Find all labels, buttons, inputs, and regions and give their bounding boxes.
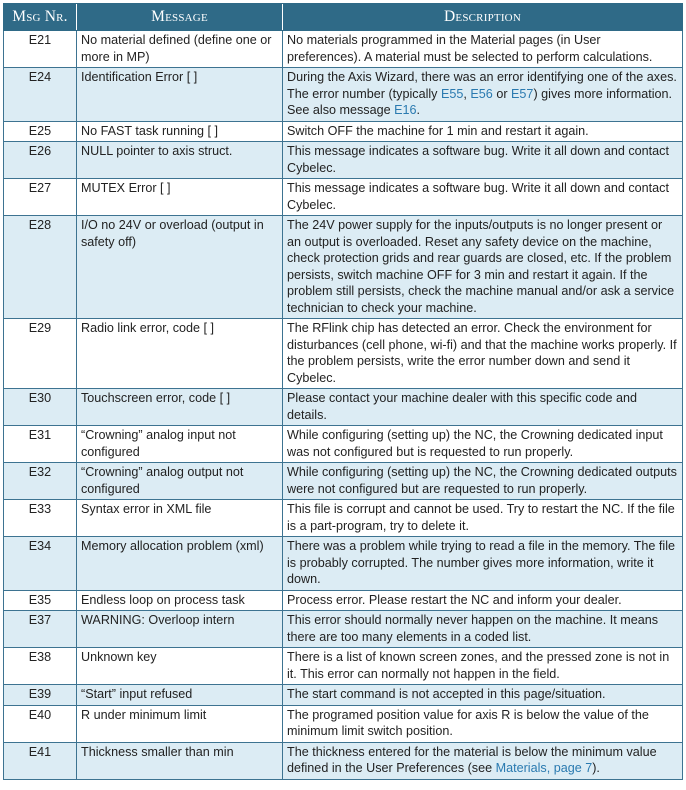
error-message-table <box>3 3 683 780</box>
table-row <box>4 319 682 389</box>
msg-description <box>283 743 682 779</box>
msg-code: E32 <box>4 463 77 499</box>
msg-text: “Crowning” analog output not configured <box>77 463 283 499</box>
msg-code: E24 <box>4 68 77 121</box>
msg-code: E25 <box>4 122 77 142</box>
table-row <box>4 743 682 780</box>
msg-text: Syntax error in XML file <box>77 500 283 536</box>
msg-code: E33 <box>4 500 77 536</box>
msg-text: Unknown key <box>77 648 283 684</box>
description-text: . <box>416 103 421 117</box>
msg-code: E41 <box>4 743 77 779</box>
msg-code: E21 <box>4 31 77 67</box>
msg-text: Thickness smaller than min <box>77 743 283 779</box>
msg-description: This error should normally never happen on the machine. It means there are too many elements in a coded list. <box>287 613 659 644</box>
description-text: The thickness entered for the material is below the minimum value defined in the User Preferences (see <box>287 744 657 775</box>
table-row <box>4 685 682 706</box>
msg-code: E40 <box>4 706 77 742</box>
msg-text: No FAST task running [ ] <box>77 122 283 142</box>
msg-description: Switch OFF the machine for 1 min and restart it again. <box>287 123 589 138</box>
msg-description: While configuring (setting up) the NC, the Crowning dedicated outputs were not configured but are requested to run properly. <box>287 465 677 496</box>
msg-description <box>283 68 682 121</box>
table-row <box>4 537 682 591</box>
msg-description: The 24V power supply for the inputs/outputs is no longer present or an output is overloaded. Reset any safety device on the machine, check protection grids and rear guards are closed, etc. If the problem persists, switch machine OFF for 3 min and restart it again. If the problem still persists, check the machine manual and/or ask a service technician to check your machine. <box>287 218 675 315</box>
msg-text: I/O no 24V or overload (output in safety off) <box>77 216 283 318</box>
msg-text: Endless loop on process task <box>77 591 283 611</box>
table-header <box>3 3 683 31</box>
table-row <box>4 31 682 68</box>
msg-text: Radio link error, code [ ] <box>77 319 283 388</box>
table-row <box>4 611 682 648</box>
table-row <box>4 648 682 685</box>
msg-text: No material defined (define one or more in MP) <box>77 31 283 67</box>
table-row <box>4 68 682 122</box>
msg-description: No materials programmed in the Material pages (in User preferences). A material must be selected to perform calculations. <box>287 33 653 64</box>
msg-text: Memory allocation problem (xml) <box>77 537 283 590</box>
msg-code: E37 <box>4 611 77 647</box>
table-row <box>4 179 682 216</box>
header-description: Description <box>444 7 521 25</box>
header-message: Message <box>77 4 283 30</box>
description-text: ) gives more information. See also message <box>287 86 673 117</box>
cross-reference-link[interactable]: E56 <box>470 86 493 101</box>
msg-code: E30 <box>4 389 77 425</box>
table-row <box>4 591 682 612</box>
cross-reference-link[interactable]: E55 <box>440 86 464 101</box>
msg-text: “Crowning” analog input not configured <box>77 426 283 462</box>
msg-description: There is a list of known screen zones, and the pressed zone is not in it. This error can normally not happen in the field. <box>287 650 670 681</box>
table-row <box>4 216 682 319</box>
description-text: ). <box>592 761 600 775</box>
msg-description: The start command is not accepted in this page/situation. <box>287 687 606 701</box>
header-msg-nr: Msg Nr. <box>4 4 77 30</box>
msg-code: E26 <box>4 142 77 178</box>
msg-description: This message indicates a software bug. Write it all down and contact Cybelec. <box>287 144 669 175</box>
msg-text: R under minimum limit <box>77 706 283 742</box>
cross-reference-link[interactable]: Materials, page 7 <box>495 761 593 775</box>
table-row <box>4 463 682 500</box>
description-text: During the Axis Wizard, there was an error identifying one of the axes. The error number (typically <box>287 70 677 101</box>
msg-text: Touchscreen error, code [ ] <box>77 389 283 425</box>
msg-description: There was a problem while trying to read a file in the memory. The file is probably corrupted. The number gives more information, write it down. <box>287 539 676 586</box>
table-row <box>4 389 682 426</box>
table-row <box>4 122 682 143</box>
msg-code: E38 <box>4 648 77 684</box>
msg-description: This message indicates a software bug. Write it all down and contact Cybelec. <box>287 181 669 212</box>
description-text: or <box>492 86 512 101</box>
table-row <box>4 426 682 463</box>
msg-description: Process error. Please restart the NC and inform your dealer. <box>287 592 622 607</box>
msg-code: E27 <box>4 179 77 215</box>
cross-reference-link[interactable]: E16 <box>394 103 417 117</box>
cross-reference-link[interactable]: E57 <box>511 86 534 101</box>
msg-code: E31 <box>4 426 77 462</box>
msg-text: NULL pointer to axis struct. <box>77 142 283 178</box>
msg-code: E29 <box>4 319 77 388</box>
table-row <box>4 706 682 743</box>
msg-description: The RFlink chip has detected an error. Check the environment for disturbances (cell phone, wi-fi) and that the machine works properly. If the problem persists, write the error number down and send it Cybelec. <box>287 321 677 385</box>
msg-text: Identification Error [ ] <box>77 68 283 121</box>
msg-description: While configuring (setting up) the NC, the Crowning dedicated input was not configured but is requested to run properly. <box>287 428 663 459</box>
msg-text: MUTEX Error [ ] <box>77 179 283 215</box>
msg-code: E35 <box>4 591 77 611</box>
msg-code: E34 <box>4 537 77 590</box>
msg-code: E28 <box>4 216 77 318</box>
msg-code: E39 <box>4 685 77 705</box>
table-body <box>3 31 683 780</box>
table-row <box>4 142 682 179</box>
table-row <box>4 500 682 537</box>
msg-text: WARNING: Overloop intern <box>77 611 283 647</box>
msg-description: The programed position value for axis R is below the value of the minimum limit switch position. <box>287 707 649 738</box>
msg-description: This file is corrupt and cannot be used. Try to restart the NC. If the file is a part-program, try to delete it. <box>287 502 675 533</box>
msg-text: “Start” input refused <box>77 685 283 705</box>
msg-description: Please contact your machine dealer with this specific code and details. <box>287 391 638 422</box>
description-text: , <box>463 86 471 101</box>
